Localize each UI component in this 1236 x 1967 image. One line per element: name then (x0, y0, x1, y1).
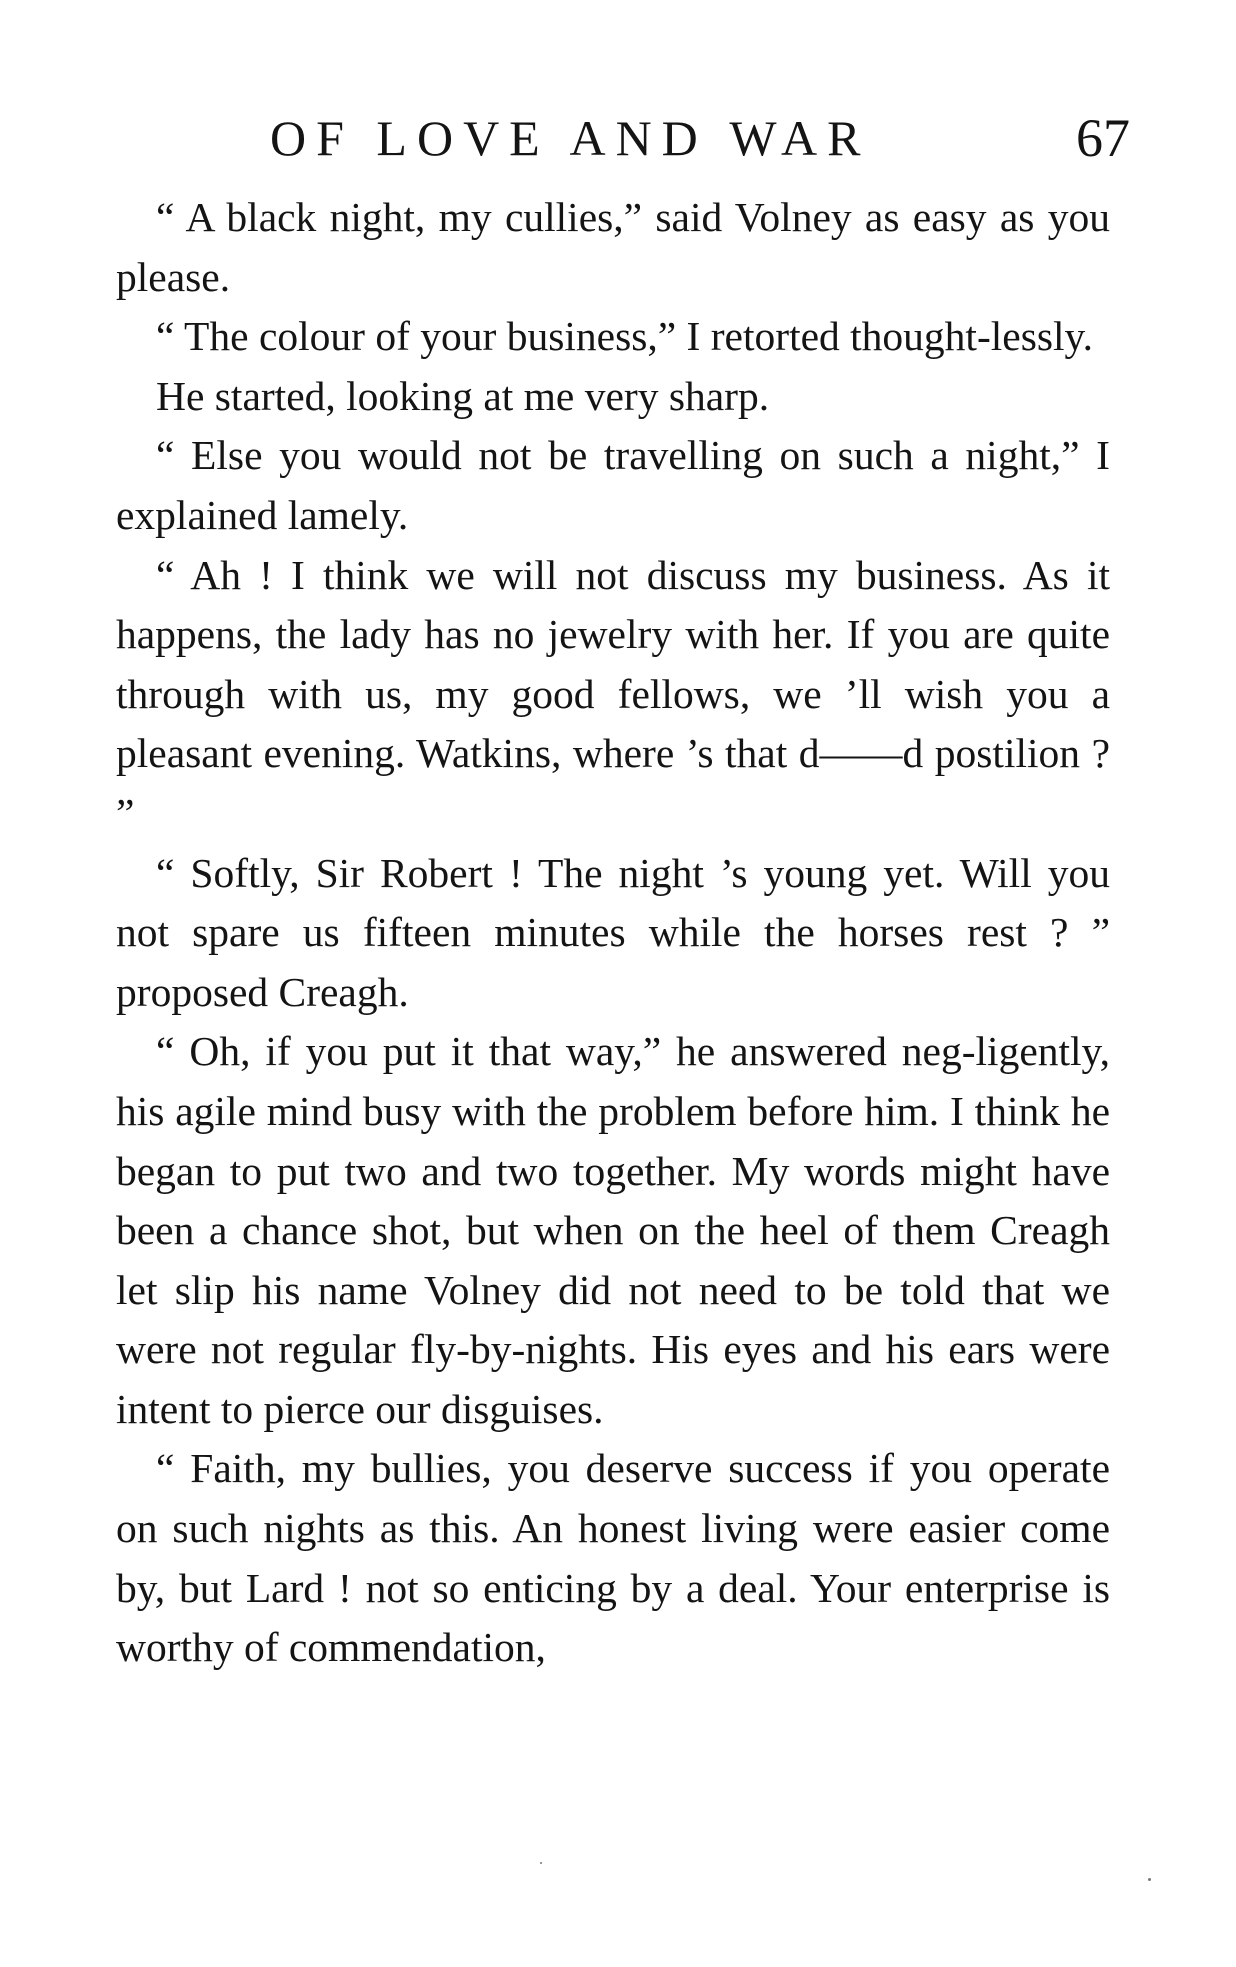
running-title: OF LOVE AND WAR (270, 110, 871, 166)
page-number: 67 (1076, 108, 1130, 168)
body-text (116, 188, 1110, 1678)
paragraph: “ A black night, my cullies,” said Volney as easy as you please. (116, 194, 1110, 300)
paragraph: “ Oh, if you put it that way,” he answered neg-ligently, his agile mind busy with the problem before him. I think he began to put two and two together. My words might have been a chance shot, but when on the heel of them Creagh let slip his name Volney did not need to be told that we were not regular fly-by-nights. His eyes and his ears were intent to pierce our disguises. (116, 1028, 1110, 1432)
paper-speck (1148, 1878, 1151, 1881)
paragraph: “ Ah ! I think we will not discuss my business. As it happens, the lady has no jewelry with her. If you are quite through with us, my good fellows, we ’ll wish you a pleasant evening. Watkins, where ’s that d——d postilion ? ” (116, 551, 1110, 836)
paragraph: “ Faith, my bullies, you deserve success if you operate on such nights as this. An honest living were easier come by, but Lard ! not so enticing by a deal. Your enterprise is worthy of commendation, (116, 1445, 1110, 1671)
paper-speck (540, 1862, 542, 1864)
paragraph: “ Softly, Sir Robert ! The night ’s young yet. Will you not spare us fifteen minutes while the horses rest ? ” proposed Creagh. (116, 849, 1110, 1015)
paragraph: “ Else you would not be travelling on such a night,” I explained lamely. (116, 432, 1110, 538)
paragraph: “ The colour of your business,” I retorted thought-lessly. (156, 313, 1093, 360)
paragraph: He started, looking at me very sharp. (156, 372, 770, 419)
running-head (270, 108, 1130, 168)
